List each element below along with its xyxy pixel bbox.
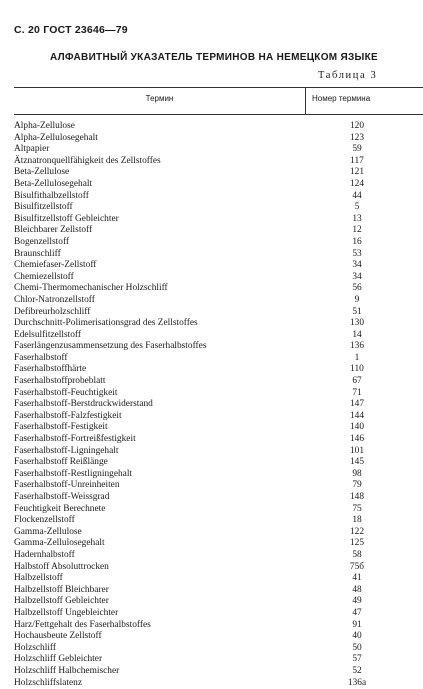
index-entry [14, 434, 423, 446]
entry-number: 147 [339, 399, 375, 411]
entry-term: Altpapier [14, 144, 49, 156]
index-entry [14, 179, 423, 191]
entry-number: 110 [339, 364, 375, 376]
entry-term: Faserhalbstoffhärte [14, 364, 86, 376]
entry-term: Alpha-Zellulose [14, 121, 75, 133]
index-entry [14, 538, 423, 550]
entry-number: 1 [339, 353, 375, 365]
index-entry [14, 260, 423, 272]
entry-number: 50 [339, 643, 375, 655]
entry-number: 140 [339, 422, 375, 434]
index-entry [14, 144, 423, 156]
entry-term: Faserhalbstoff-Unreinheiten [14, 480, 120, 492]
entry-term: Faserlängenzusammensetzung des Faserhalbstoffes [14, 341, 206, 353]
index-entry [14, 457, 423, 469]
entry-number: 58 [339, 550, 375, 562]
entry-number: 51 [339, 307, 375, 319]
entry-term: Alpha-Zellulosegehalt [14, 133, 98, 145]
entry-number: 146 [339, 434, 375, 446]
index-entry [14, 272, 423, 284]
entry-number: 59 [339, 144, 375, 156]
index-entry [14, 364, 423, 376]
entry-number: 117 [339, 156, 375, 168]
column-header-number: Номер термина [312, 94, 423, 103]
entry-term: Faserhalbstoff-Ligningehalt [14, 446, 119, 458]
entry-term: Bisulfithalbzellstoff [14, 191, 89, 203]
index-entry [14, 167, 423, 179]
entry-term: Faserhalbstoff Reißlänge [14, 457, 108, 469]
entry-number: 34 [339, 272, 375, 284]
entry-term: Gamma-Zellulosegehalt [14, 538, 105, 550]
index-entry [14, 643, 423, 655]
entry-number: 136а [339, 678, 375, 689]
entry-number: 48 [339, 585, 375, 597]
entry-term: Holzschliff Gebleichter [14, 654, 102, 666]
index-entry [14, 156, 423, 168]
entry-number: 57 [339, 654, 375, 666]
entry-term: Holzschliff [14, 643, 56, 655]
entry-number: 40 [339, 631, 375, 643]
entry-term: Defibreurholzschliff [14, 307, 90, 319]
index-entry [14, 330, 423, 342]
entry-number: 12 [339, 225, 375, 237]
entry-term: Gamma-Zellulose [14, 527, 82, 539]
entry-number: 18 [339, 515, 375, 527]
entry-number: 75 [339, 504, 375, 516]
index-entry [14, 446, 423, 458]
index-entry [14, 678, 423, 689]
entry-number: 71 [339, 388, 375, 400]
index-entry [14, 480, 423, 492]
index-entry [14, 214, 423, 226]
index-entry [14, 631, 423, 643]
entry-number: 145 [339, 457, 375, 469]
index-entry [14, 527, 423, 539]
entry-number: 56 [339, 283, 375, 295]
entry-term: Ätznatronquellfähigkeit des Zellstoffes [14, 156, 161, 168]
index-entry [14, 202, 423, 214]
entry-term: Durchschnitt-Polimerisationsgrad des Zellstoffes [14, 318, 198, 330]
index-entry [14, 295, 423, 307]
index-entry [14, 620, 423, 632]
entry-number: 52 [339, 666, 375, 678]
index-entry [14, 608, 423, 620]
entry-number: 121 [339, 167, 375, 179]
index-entry [14, 550, 423, 562]
entry-term: Hochausbeute Zellstoff [14, 631, 102, 643]
entry-term: Holzschliffslatenz [14, 678, 82, 689]
page-header: С. 20 ГОСТ 23646—79 [14, 24, 128, 36]
entry-number: 120 [339, 121, 375, 133]
entry-term: Faserhalbstoff [14, 353, 67, 365]
index-entry [14, 225, 423, 237]
index-entry [14, 654, 423, 666]
entry-term: Braunschliff [14, 249, 61, 261]
index-title: АЛФАВИТНЫЙ УКАЗАТЕЛЬ ТЕРМИНОВ НА НЕМЕЦКОМ ЯЗЫКЕ [14, 52, 414, 63]
entry-term: Chlor-Natronzellstoff [14, 295, 95, 307]
entry-number: 124 [339, 179, 375, 191]
index-entry [14, 121, 423, 133]
entry-term: Harz/Fettgehalt des Faserhalbstoffes [14, 620, 151, 632]
entry-term: Faserhalbstoff-Restligningehalt [14, 469, 132, 481]
entry-term: Halbstoff Absoluttrocken [14, 562, 109, 574]
entry-term: Faserhalbstoff-Feuchtigkeit [14, 388, 117, 400]
entry-number: 49 [339, 596, 375, 608]
index-entry [14, 376, 423, 388]
entry-term: Bleichbarer Zellstoff [14, 225, 92, 237]
index-entry [14, 411, 423, 423]
index-entry [14, 596, 423, 608]
entry-number: 14 [339, 330, 375, 342]
table-top-rule [14, 87, 423, 88]
entry-number: 34 [339, 260, 375, 272]
index-entry [14, 422, 423, 434]
entry-term: Edelsulfitzellstoff [14, 330, 81, 342]
index-entry [14, 492, 423, 504]
entry-term: Hadernhalbstoff [14, 550, 75, 562]
entry-term: Feuchtigkeit Berechnete [14, 504, 105, 516]
index-entry [14, 353, 423, 365]
entry-term: Halbzellstoff Bleichbarer [14, 585, 109, 597]
entry-term: Beta-Zellulosegehalt [14, 179, 92, 191]
entry-term: Faserhalbstoff-Berstdruckwiderstand [14, 399, 153, 411]
index-entry [14, 399, 423, 411]
index-entry [14, 133, 423, 145]
index-entry [14, 585, 423, 597]
entry-number: 123 [339, 133, 375, 145]
term-index-list [14, 121, 423, 689]
entry-number: 9 [339, 295, 375, 307]
entry-number: 67 [339, 376, 375, 388]
table-label: Таблица 3 [318, 70, 377, 81]
entry-term: Halbzellstoff Gebleichter [14, 596, 109, 608]
index-entry [14, 562, 423, 574]
entry-term: Halbzellstoff Ungebleichter [14, 608, 118, 620]
index-entry [14, 666, 423, 678]
index-entry [14, 573, 423, 585]
index-entry [14, 318, 423, 330]
entry-number: 98 [339, 469, 375, 481]
entry-number: 13 [339, 214, 375, 226]
entry-term: Bogenzellstoff [14, 237, 69, 249]
entry-term: Chemiefaser-Zellstoff [14, 260, 96, 272]
entry-number: 130 [339, 318, 375, 330]
entry-term: Faserhalbstoffprobeblatt [14, 376, 105, 388]
entry-number: 122 [339, 527, 375, 539]
entry-number: 148 [339, 492, 375, 504]
entry-term: Bisulfitzellstoff Gebleichter [14, 214, 119, 226]
index-entry [14, 504, 423, 516]
index-entry [14, 341, 423, 353]
index-entry [14, 515, 423, 527]
entry-term: Faserhalbstoff-Weissgrad [14, 492, 109, 504]
entry-number: 144 [339, 411, 375, 423]
index-entry [14, 191, 423, 203]
entry-number: 41 [339, 573, 375, 585]
entry-term: Chemiezellstoff [14, 272, 74, 284]
entry-number: 101 [339, 446, 375, 458]
entry-number: 44 [339, 191, 375, 203]
entry-number: 75б [339, 562, 375, 574]
entry-number: 47 [339, 608, 375, 620]
entry-term: Faserhalbstoff-Fortreißfestigkeit [14, 434, 136, 446]
header-column-divider [305, 87, 306, 114]
column-header-term: Термин [14, 94, 305, 103]
index-entry [14, 237, 423, 249]
entry-term: Faserhalbstoff-Falzfestigkeit [14, 411, 122, 423]
index-entry [14, 469, 423, 481]
entry-number: 79 [339, 480, 375, 492]
entry-term: Holzschliff Halbchemischer [14, 666, 119, 678]
entry-number: 125 [339, 538, 375, 550]
entry-number: 91 [339, 620, 375, 632]
entry-number: 136 [339, 341, 375, 353]
entry-number: 16 [339, 237, 375, 249]
index-entry [14, 283, 423, 295]
entry-term: Beta-Zellulose [14, 167, 69, 179]
table-header-rule [14, 114, 423, 115]
entry-term: Flockenzellstoff [14, 515, 75, 527]
entry-number: 53 [339, 249, 375, 261]
entry-term: Faserhalbstoff-Festigkeit [14, 422, 108, 434]
entry-term: Halbzellstoff [14, 573, 63, 585]
entry-term: Bisulfitzellstoff [14, 202, 73, 214]
index-entry [14, 249, 423, 261]
entry-number: 5 [339, 202, 375, 214]
index-entry [14, 307, 423, 319]
entry-term: Chemi-Thermomechanischer Holzschliff [14, 283, 168, 295]
index-entry [14, 388, 423, 400]
